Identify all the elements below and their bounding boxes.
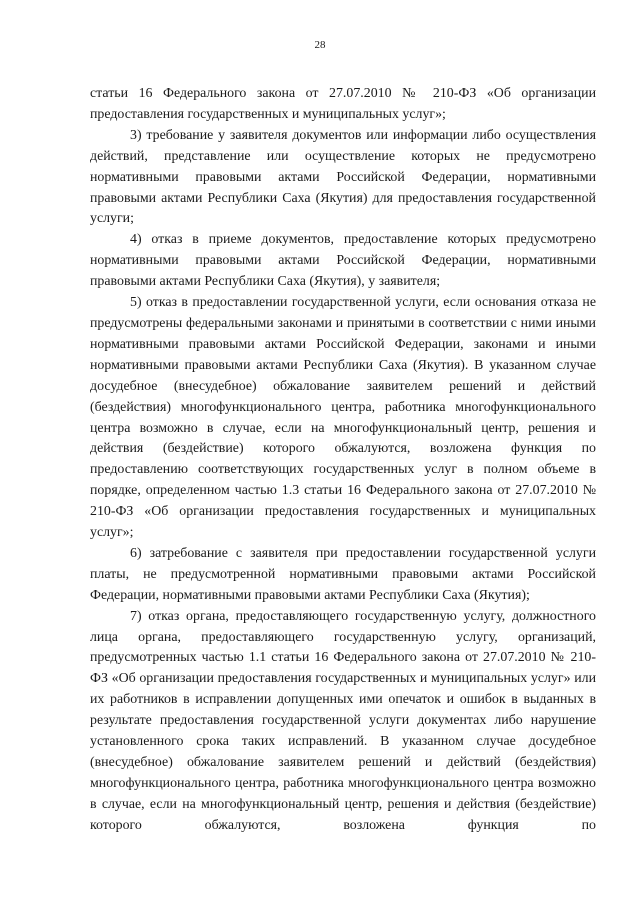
paragraph-continuation: статьи 16 Федерального закона от 27.07.2010 № 210-ФЗ «Об организации предоставления государственных и муниципальных услуг»; bbox=[90, 86, 596, 122]
paragraph-item-3: 3) требование у заявителя документов или информации либо осуществления действий, представление или осуществление которых не предусмотрено нормативными правовыми актами Российской Федерации, нормативными правовыми актами Республики Саха (Якутия) для предоставления государственной услуги; bbox=[90, 127, 596, 227]
document-body bbox=[90, 84, 596, 837]
page-number: 28 bbox=[314, 39, 326, 51]
paragraph-item-7: 7) отказ органа, предоставляющего государственную услугу, должностного лица органа, предоставляющего государственную услугу, организаций, предусмотренных частью 1.1 статьи 16 Федерального закона от 27.07.2010 № 210-ФЗ «Об организации предоставления государственных и муниципальных услуг» или их работников в исправлении допущенных ими опечаток и ошибок в выданных в результате предоставления государственной услуги документах либо нарушение установленного срока таких исправлений. В указанном случае досудебное (внесудебное) обжалование заявителем решений и действий (бездействия) многофункционального центра, работника многофункционального центра возможно в случае, если на многофункциональный центр, решения и действия (бездействие) которого обжалуются, возложена функция по bbox=[90, 608, 596, 833]
paragraph-item-6: 6) затребование с заявителя при предоставлении государственной услуги платы, не предусмотренной нормативными правовыми актами Российской Федерации, нормативными правовыми актами Республики Саха (Якутия); bbox=[90, 545, 596, 603]
paragraph-item-5: 5) отказ в предоставлении государственной услуги, если основания отказа не предусмотрены федеральными законами и принятыми в соответствии с ними иными нормативными правовыми актами Российской Федерации, законами и иными нормативными правовыми актами Республики Саха (Якутия). В указанном случае досудебное (внесудебное) обжалование заявителем решений и действий (бездействия) многофункционального центра, работника многофункционального центра возможно в случае, если на многофункциональный центр, решения и действия (бездействие) которого обжалуются, возложена функция по предоставлению соответствующих государственных услуг в полном объеме в порядке, определенном частью 1.3 статьи 16 Федерального закона от 27.07.2010 № 210-ФЗ «Об организации предоставления государственных и муниципальных услуг»; bbox=[90, 295, 596, 541]
paragraph-item-4: 4) отказ в приеме документов, предоставление которых предусмотрено нормативными правовыми актами Российской Федерации, нормативными правовыми актами Республики Саха (Якутия), у заявителя; bbox=[90, 232, 596, 290]
